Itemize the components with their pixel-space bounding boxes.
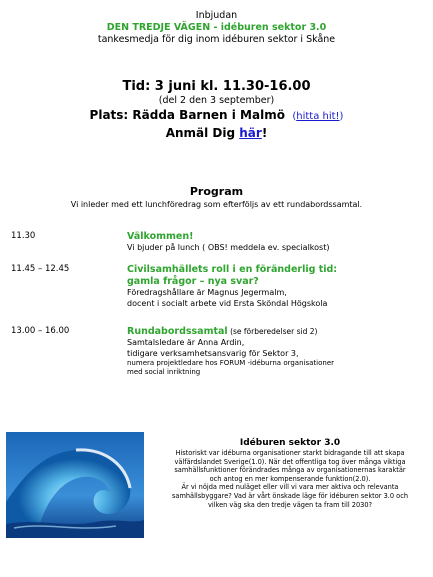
sector-title: Idéburen sektor 3.0 bbox=[239, 438, 341, 448]
program-title: Program bbox=[189, 185, 244, 198]
program-item-title: Civilsamhällets roll i en föränderlig tid: bbox=[127, 264, 338, 275]
event-subtitle: tankesmedja för dig inom idéburen sektor i Skåne bbox=[97, 34, 336, 45]
sector-line: Historiskt var idéburna organisationer starkt bidragande till att skapa bbox=[175, 449, 405, 457]
program-item-title bbox=[127, 326, 417, 338]
event-name: DEN TREDJE VÄGEN - idéburen sektor 3.0 bbox=[106, 22, 327, 33]
sector-line: Är vi nöjda med nuläget eller vill vi vara mer aktiva och relevanta bbox=[181, 483, 399, 492]
place-label: Plats: Rädda Barnen i Malmö bbox=[89, 108, 285, 122]
program-item-title: Välkommen! bbox=[127, 231, 194, 242]
program-intro: Vi inleder med ett lunchföredrag som efterföljs av ett rundabordssamtal. bbox=[70, 200, 363, 209]
wave-image bbox=[6, 432, 144, 538]
program-time: 11.45 – 12.45 bbox=[11, 264, 70, 274]
place-link-open: ( bbox=[292, 111, 297, 122]
second-date: (del 2 den 3 september) bbox=[158, 95, 275, 106]
wave-icon bbox=[6, 432, 144, 538]
directions-link[interactable]: hitta hit! bbox=[296, 111, 340, 122]
header bbox=[0, 10, 433, 46]
event-place bbox=[0, 107, 433, 125]
register-label: Anmäl Dig bbox=[165, 126, 240, 140]
program-item-note: (se förberedelser sid 2) bbox=[227, 327, 318, 336]
program-item-line: Föredragshållare är Magnus Jegermalm, bbox=[127, 288, 287, 297]
program-item-line: numera projektledare hos FORUM -idéburna organisationer bbox=[127, 359, 334, 367]
register-end: ! bbox=[261, 126, 268, 140]
program-item-line: Samtalsledare är Anna Ardin, bbox=[127, 338, 245, 347]
program-item-line: tidigare verksamhetsansvarig för Sektor 3, bbox=[127, 348, 299, 358]
sector-line: välfärdslandet Sverige(1.0). När det offentliga tog över många viktiga bbox=[174, 457, 406, 466]
program-item-line: med social inriktning bbox=[127, 368, 201, 376]
event-details bbox=[0, 78, 433, 141]
sector-line: och antog en mer kompenserande funktion(2.0). bbox=[209, 474, 371, 483]
program-item-title-text: Rundabordssamtal bbox=[127, 326, 228, 337]
sector-section bbox=[150, 437, 430, 509]
sector-line: samhällsbyggare? Vad är vårt önskade läge för idéburen sektor 3.0 och bbox=[171, 491, 409, 500]
program-header bbox=[0, 185, 433, 210]
program-time: 13.00 – 16.00 bbox=[11, 326, 70, 336]
program-item-line: docent i socialt arbete vid Ersta Sköndal Högskola bbox=[127, 298, 328, 308]
program-time: 11.30 bbox=[11, 231, 36, 241]
registration bbox=[0, 125, 433, 141]
sector-line: samhällsfunktioner förändrades många av organisationernas karaktär bbox=[174, 466, 406, 475]
place-link-close: ) bbox=[339, 111, 344, 122]
register-link[interactable]: här bbox=[239, 126, 262, 140]
program-item-title-cont: gamla frågor – nya svar? bbox=[127, 276, 259, 287]
invite-label: Inbjudan bbox=[195, 10, 238, 21]
event-time: Tid: 3 juni kl. 11.30-16.00 bbox=[122, 79, 311, 94]
sector-line: vilken väg ska den tredje vägen ta fram till 2030? bbox=[207, 500, 373, 509]
program-item-line: Vi bjuder på lunch ( OBS! meddela ev. specialkost) bbox=[127, 243, 330, 252]
